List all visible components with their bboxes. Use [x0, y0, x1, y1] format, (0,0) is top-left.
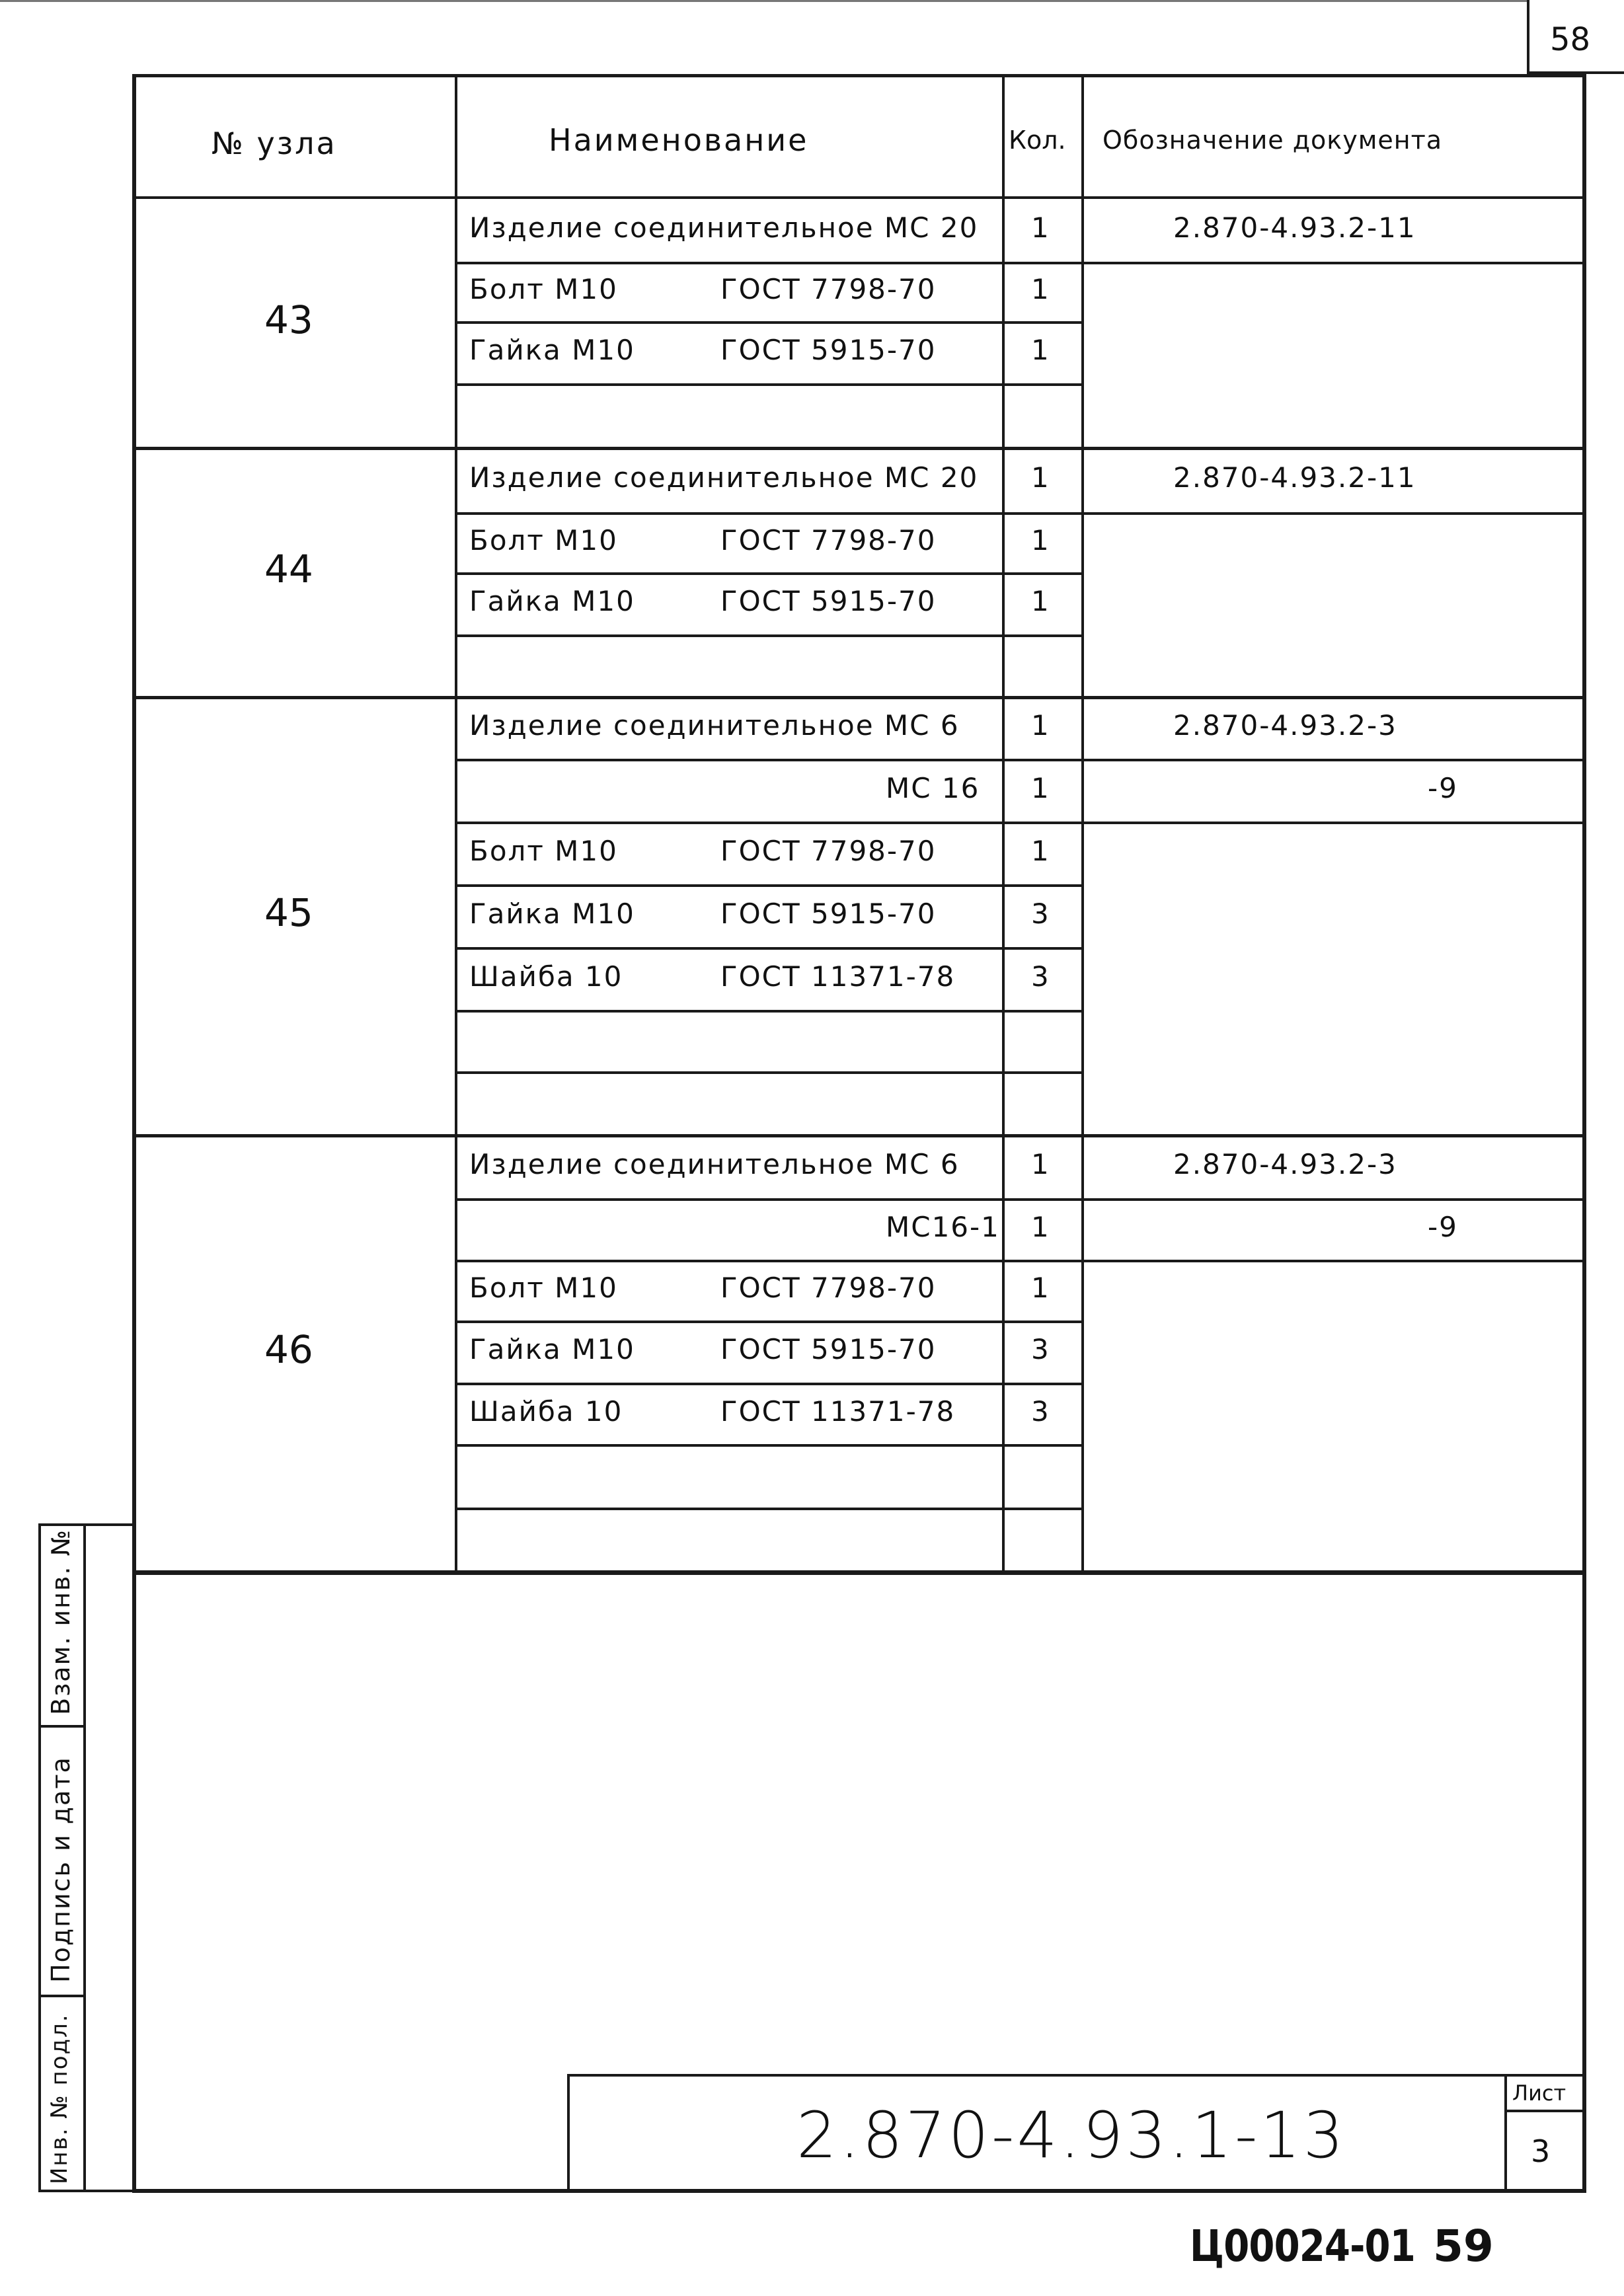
- item-qty: 1: [1031, 1272, 1050, 1304]
- item-name: Гайка М10: [469, 897, 635, 930]
- item-qty: 1: [1031, 834, 1050, 867]
- node-number: 45: [264, 890, 313, 935]
- item-variant: МС 16: [886, 771, 980, 804]
- item-qty: 3: [1031, 1333, 1050, 1365]
- item-doc: 2.870-4.93.2-11: [1173, 211, 1416, 244]
- item-doc: -9: [1428, 1210, 1458, 1243]
- item-standard: ГОСТ 7798-70: [720, 1272, 937, 1304]
- item-doc: 2.870-4.93.2-11: [1173, 461, 1416, 494]
- item-standard: ГОСТ 5915-70: [720, 897, 937, 930]
- item-standard: ГОСТ 5915-70: [720, 1333, 937, 1365]
- item-name: Болт М10: [469, 1272, 618, 1304]
- stamp-signature-date: Подпись и дата: [46, 1756, 75, 1983]
- item-name: Шайба 10: [469, 960, 623, 993]
- sheet-number: 3: [1531, 2133, 1551, 2169]
- item-qty: 1: [1031, 334, 1050, 366]
- item-standard: ГОСТ 7798-70: [720, 834, 937, 867]
- item-qty: 1: [1031, 1147, 1050, 1180]
- item-standard: ГОСТ 5915-70: [720, 334, 937, 366]
- archive-mark: Ц00024-01: [1190, 2221, 1415, 2272]
- header-doc: Обозначение документа: [1102, 126, 1443, 155]
- item-qty: 3: [1031, 897, 1050, 930]
- item-name: Болт М10: [469, 523, 618, 556]
- item-name: Изделие соединительное МС 20: [469, 461, 979, 494]
- item-doc: 2.870-4.93.2-3: [1173, 708, 1397, 742]
- stamp-replace-inv: Взам. инв. №: [46, 1528, 75, 1715]
- item-doc: 2.870-4.93.2-3: [1173, 1147, 1397, 1180]
- stamp-inv-orig: Инв. № подл.: [46, 2013, 73, 2184]
- item-standard: ГОСТ 7798-70: [720, 523, 937, 556]
- item-qty: 1: [1031, 211, 1050, 244]
- node-number: 44: [264, 546, 313, 592]
- item-name: Изделие соединительное МС 6: [469, 1147, 960, 1180]
- item-standard: ГОСТ 11371-78: [720, 1395, 956, 1428]
- item-name: Гайка М10: [469, 334, 635, 366]
- item-qty: 1: [1031, 461, 1050, 494]
- item-name: Шайба 10: [469, 1395, 623, 1428]
- item-qty: 1: [1031, 1210, 1050, 1243]
- item-standard: ГОСТ 7798-70: [720, 273, 937, 305]
- page-number: 58: [1550, 21, 1591, 58]
- item-name: Гайка М10: [469, 585, 635, 617]
- item-qty: 1: [1031, 771, 1050, 804]
- item-standard: ГОСТ 5915-70: [720, 585, 937, 617]
- item-name: Болт М10: [469, 834, 618, 867]
- document-designation: 2.870-4.93.1-13: [796, 2098, 1346, 2172]
- sheet-label: Лист: [1512, 2081, 1566, 2106]
- item-qty: 3: [1031, 1395, 1050, 1428]
- item-qty: 1: [1031, 585, 1050, 617]
- item-standard: ГОСТ 11371-78: [720, 960, 956, 993]
- header-node-no: № узла: [212, 126, 337, 161]
- item-variant: МС16-1: [886, 1210, 1000, 1243]
- item-name: Гайка М10: [469, 1333, 635, 1365]
- item-name: Изделие соединительное МС 6: [469, 708, 960, 742]
- item-qty: 1: [1031, 273, 1050, 305]
- item-name: Болт М10: [469, 273, 618, 305]
- node-number: 43: [264, 297, 313, 342]
- node-number: 46: [264, 1327, 313, 1372]
- header-qty: Кол.: [1009, 126, 1066, 155]
- item-doc: -9: [1428, 771, 1458, 804]
- header-name: Наименование: [549, 122, 809, 158]
- item-qty: 3: [1031, 960, 1050, 993]
- item-qty: 1: [1031, 523, 1050, 556]
- item-name: Изделие соединительное МС 20: [469, 211, 979, 244]
- item-qty: 1: [1031, 708, 1050, 742]
- archive-page: 59: [1433, 2221, 1494, 2272]
